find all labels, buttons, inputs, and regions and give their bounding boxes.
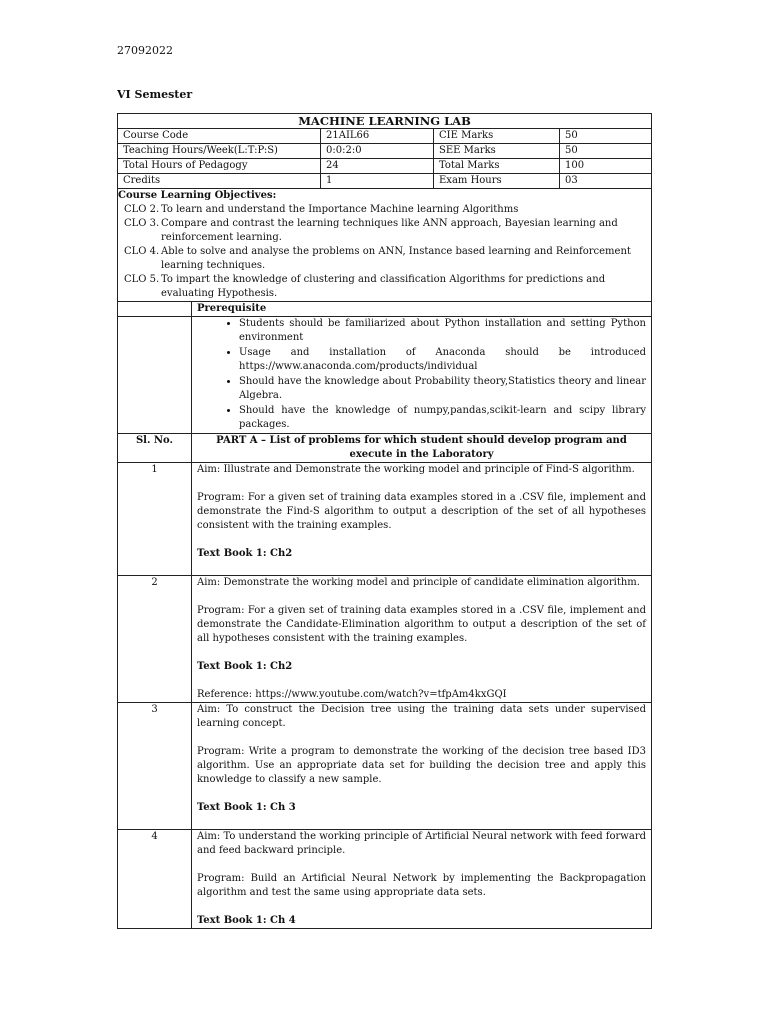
semester-heading: VI Semester xyxy=(117,88,193,101)
objectives-heading: Course Learning Objectives: xyxy=(118,190,277,201)
prerequisite-blank-cell xyxy=(118,302,192,317)
clo-item xyxy=(122,217,647,245)
clo-text: Compare and contrast the learning techniques like ANN approach, Bayesian learning and reinforcement learning. xyxy=(161,218,618,243)
teaching-hours-row xyxy=(118,144,652,159)
problem-number: 3 xyxy=(118,703,192,830)
problem-text-book: Text Book 1: Ch 3 xyxy=(197,802,296,813)
prerequisite-list-cell xyxy=(192,317,652,434)
lab-title: MACHINE LEARNING LAB xyxy=(118,114,652,129)
problem-row xyxy=(118,830,652,929)
problem-row xyxy=(118,703,652,830)
see-marks-label: SEE Marks xyxy=(434,144,560,159)
pedagogy-hours-value: 24 xyxy=(321,159,434,174)
prerequisite-item: • Should have the knowledge of numpy,pandas,scikit-learn and scipy library packages. xyxy=(239,404,646,432)
problem-cell xyxy=(192,463,652,576)
objectives-cell xyxy=(118,189,652,302)
credits-value: 1 xyxy=(321,174,434,189)
problem-number: 1 xyxy=(118,463,192,576)
problem-cell xyxy=(192,830,652,929)
course-code-label: Course Code xyxy=(118,129,321,144)
problem-number: 2 xyxy=(118,576,192,703)
problem-text-book: Text Book 1: Ch2 xyxy=(197,548,293,559)
course-code-row xyxy=(118,129,652,144)
problem-aim: Aim: Demonstrate the working model and principle of candidate elimination algorithm. xyxy=(197,577,640,588)
prerequisite-item: • Usage and installation of Anaconda should be introduced https://www.anaconda.com/products/individual xyxy=(239,346,646,374)
problem-program: Program: Write a program to demonstrate the working of the decision tree based ID3 algorithm. Use an appropriate data set for building the decision tree and apply this knowledge to classify a new sample. xyxy=(197,746,646,785)
part-a-title: PART A – List of problems for which student should develop program and execute in the Laboratory xyxy=(192,434,652,463)
prerequisite-list-blank-cell xyxy=(118,317,192,434)
clo-item xyxy=(122,245,647,273)
teaching-hours-label: Teaching Hours/Week(L:T:P:S) xyxy=(118,144,321,159)
see-marks-value: 50 xyxy=(560,144,652,159)
clo-key: CLO 4. xyxy=(124,246,160,257)
problem-program: Program: For a given set of training data examples stored in a .CSV file, implement and demonstrate the Find-S algorithm to output a description of the set of all hypotheses consistent with the training examples. xyxy=(197,492,646,531)
problem-program: Program: Build an Artificial Neural Network by implementing the Backpropagation algorithm and test the same using appropriate data sets. xyxy=(197,873,646,898)
prerequisite-item: • Should have the knowledge about Probability theory,Statistics theory and linear Algebra. xyxy=(239,375,646,403)
total-marks-value: 100 xyxy=(560,159,652,174)
clo-text: Able to solve and analyse the problems on ANN, Instance based learning and Reinforcement learning techniques. xyxy=(161,246,631,271)
prerequisite-label: Prerequisite xyxy=(192,302,652,317)
problem-reference: Reference: https://www.youtube.com/watch?v=tfpAm4kxGQI xyxy=(197,689,507,700)
clo-key: CLO 3. xyxy=(124,218,160,229)
credits-label: Credits xyxy=(118,174,321,189)
problem-program: Program: For a given set of training data examples stored in a .CSV file, implement and demonstrate the Candidate-Elimination algorithm to output a description of the set of all hypotheses consistent with the training examples. xyxy=(197,605,646,644)
problem-aim: Aim: To understand the working principle of Artificial Neural network with feed forward and feed backward principle. xyxy=(197,831,647,856)
document-id: 27092022 xyxy=(117,44,173,57)
problem-aim: Aim: Illustrate and Demonstrate the working model and principle of Find-S algorithm. xyxy=(197,464,635,475)
clo-key: CLO 5. xyxy=(124,274,160,285)
problem-text-book: Text Book 1: Ch2 xyxy=(197,661,293,672)
problem-text-book: Text Book 1: Ch 4 xyxy=(197,915,296,926)
problem-row xyxy=(118,463,652,576)
clo-item xyxy=(122,273,647,301)
teaching-hours-value: 0:0:2:0 xyxy=(321,144,434,159)
sl-no-header: Sl. No. xyxy=(118,434,192,463)
cie-marks-value: 50 xyxy=(560,129,652,144)
pedagogy-hours-label: Total Hours of Pedagogy xyxy=(118,159,321,174)
clo-text: To learn and understand the Importance Machine learning Algorithms xyxy=(161,204,519,215)
total-marks-label: Total Marks xyxy=(434,159,560,174)
pedagogy-hours-row xyxy=(118,159,652,174)
clo-key: CLO 2. xyxy=(124,204,160,215)
problem-number: 4 xyxy=(118,830,192,929)
exam-hours-label: Exam Hours xyxy=(434,174,560,189)
prerequisite-item: • Students should be familiarized about Python installation and setting Python environment xyxy=(239,317,646,345)
cie-marks-label: CIE Marks xyxy=(434,129,560,144)
credits-row xyxy=(118,174,652,189)
clo-item xyxy=(122,203,647,217)
problem-cell xyxy=(192,576,652,703)
course-info-table xyxy=(117,113,652,189)
exam-hours-value: 03 xyxy=(560,174,652,189)
clo-text: To impart the knowledge of clustering and classification Algorithms for predictions and evaluating Hypothesis. xyxy=(161,274,606,299)
problem-row xyxy=(118,576,652,703)
prerequisite-list xyxy=(197,317,646,432)
problem-cell xyxy=(192,703,652,830)
syllabus-table xyxy=(117,188,652,929)
course-code-value: 21AIL66 xyxy=(321,129,434,144)
problem-aim: Aim: To construct the Decision tree using the training data sets under supervised learning concept. xyxy=(197,704,646,729)
